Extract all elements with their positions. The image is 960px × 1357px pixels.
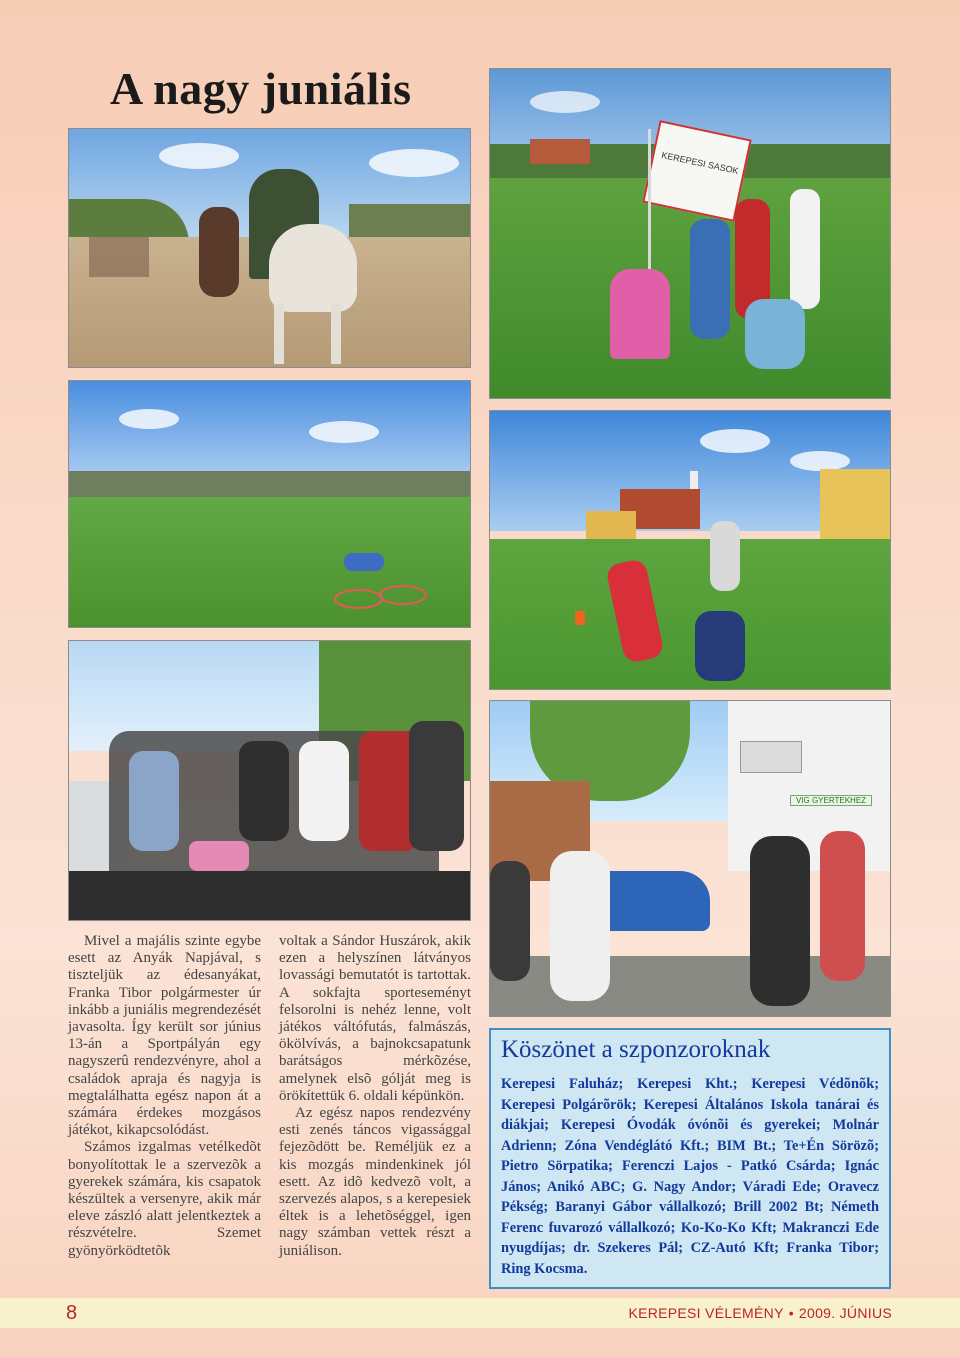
- sponsor-title: Köszönet a szponzoroknak: [501, 1036, 771, 1063]
- article-paragraph: voltak a Sándor Huszárok, akik ezen a helyszínen látványos lovassági bemutatót is tartottak. A sokfajta sporteseményt felsorolni is nehéz lenne, volt játékos váltófutás, falmászás, ökölvívás, a bajnokcsapatunk barátságos mérkõzése, amelynek elsõ gólját meg is örökítettük 6. oldali képünkön.: [279, 933, 471, 1104]
- photo-running-kids: [489, 410, 891, 690]
- photo-hula-hoop: [68, 380, 471, 628]
- photo-adults-street: [489, 700, 891, 1017]
- publication-footer: [628, 1305, 892, 1321]
- photo-hussars: [68, 128, 471, 368]
- page-number: 8: [66, 1302, 78, 1324]
- photo-flag-team: [489, 68, 891, 399]
- article-column-2: [279, 933, 471, 1260]
- publication-name: KEREPESI VÉLEMÉNY: [628, 1305, 784, 1321]
- article-title: A nagy juniális: [110, 63, 412, 114]
- issue-date: 2009. JÚNIUS: [798, 1305, 892, 1321]
- photo-award-ceremony: [68, 640, 471, 921]
- street-sign-text: VIG GYERTEKHEZ: [790, 795, 872, 806]
- article-column-1: [68, 933, 261, 1260]
- flag-text: KEREPESI SASOK: [660, 149, 740, 177]
- sponsor-list: Kerepesi Faluház; Kerepesi Kht.; Kerepesi Védõnõk; Kerepesi Polgárõrök; Kerepesi Általános Iskola tanárai és diákjai; Kerepesi Óvodák óvónõi és gyerekei; Molnár Adrienn; Zóna Vendéglátó Kft.; BIM Bt.; Te+Én Sörözõ; Pietro Sörpatika; Ferenczi Lajos - Patkó Csárda; Ignác János; Anikó ABC; G. Nagy Andor; Váradi Ede; Oravecz Pékség; Baranyi Gábor vállalkozó; Brill 2002 Bt; Németh Ferenc fuvarozó vállalkozó; Ko-Ko-Ko Kft; Makranczi Ede nyugdíjas; dr. Szekeres Pál; CZ-Autó Kft; Franka Tibor; Ring Kocsma.: [501, 1076, 879, 1277]
- separator: •: [788, 1305, 794, 1321]
- sponsor-box: [489, 1028, 891, 1289]
- article-paragraph: Az egész napos rendezvény esti zenés táncos vigassággal fejezõdött be. Reméljük ez a kis mozgás mindenkinek jól esett. Az idõ kedvezõ volt, a szervezés alapos, s a kerepesiek éltek is a lehetõséggel, igen nagy számban vettek részt a juniálison.: [279, 1105, 471, 1259]
- article-paragraph: Mivel a majális szinte egybe esett az Anyák Napjával, s tiszteljük az édesanyákat, Franka Tibor polgármester úr inkább a juniális megrendezését javasolta. Így került sor június 13-án a Sportpályán egy nagyszerû rendezvényre, ahol a családok apraja és nagyja is megtalálhatta egész napon át a számára érdekes mozgásos játékot, kikapcsolódást.: [68, 933, 261, 1139]
- article-paragraph: Számos izgalmas vetélkedõt bonyolítottak le a szervezõk a gyerekek számára, kis csapatok készültek a versenyre, akik már eleve zászló alatt jelentkeztek a részvételre. Szemet gyönyörködtetõk: [68, 1139, 261, 1259]
